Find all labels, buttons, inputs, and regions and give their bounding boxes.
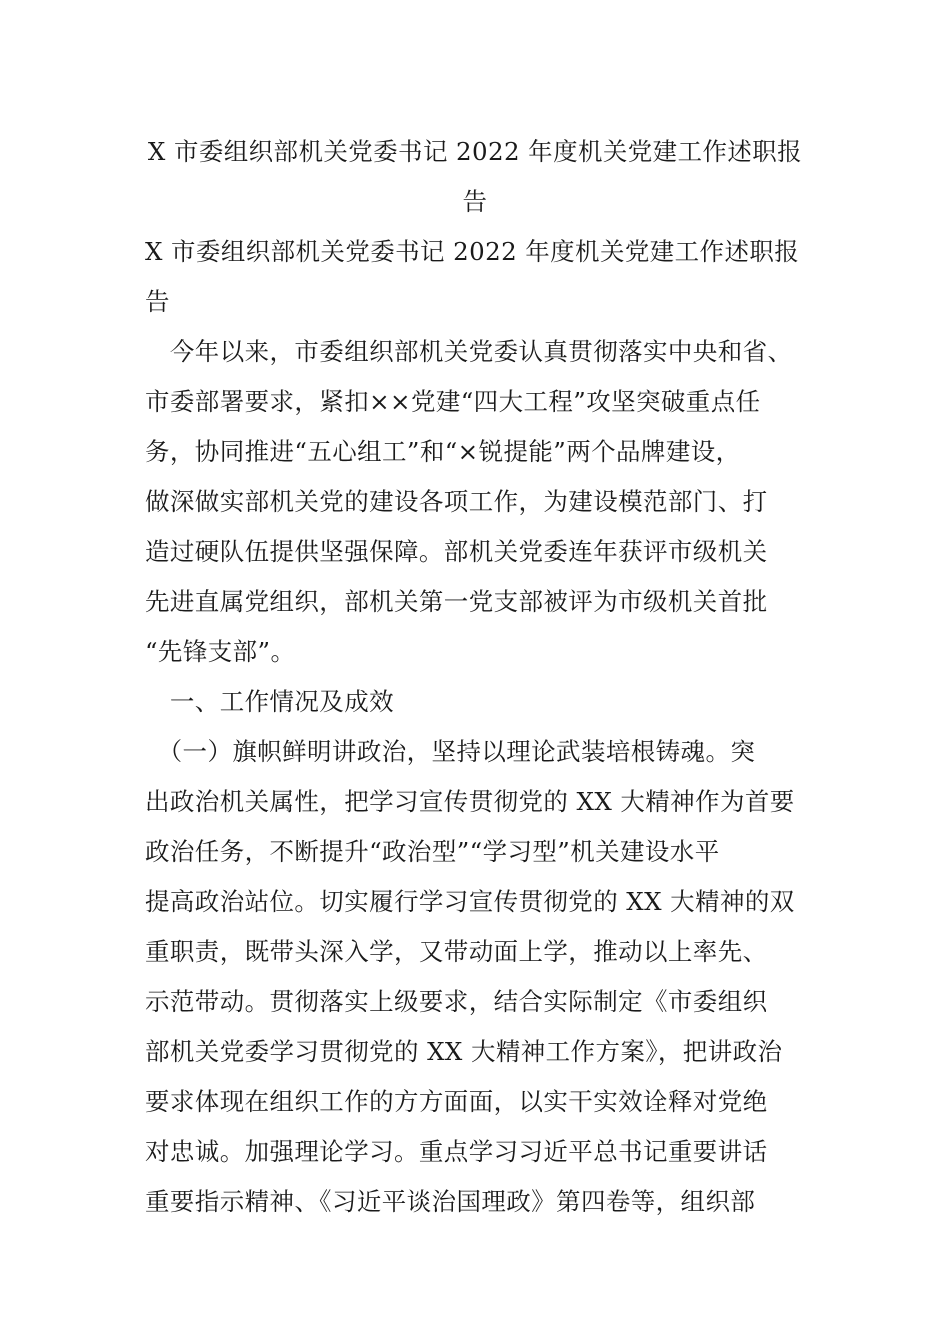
body-line: 重要指示精神、《习近平谈治国理政》第四卷等，组织部 bbox=[145, 1187, 756, 1216]
body-line: 要求体现在组织工作的方方面面，以实干实效诠释对党绝 bbox=[145, 1087, 768, 1116]
body-line: “先锋支部”。 bbox=[145, 637, 296, 666]
body-line: 对忠诚。加强理论学习。重点学习习近平总书记重要讲话 bbox=[145, 1137, 768, 1166]
body-line: 今年以来，市委组织部机关党委认真贯彻落实中央和省、 bbox=[145, 337, 793, 366]
body-line: 部机关党委学习贯彻党的 XX 大精神工作方案》，把讲政治 bbox=[145, 1037, 783, 1066]
body-line: 先进直属党组织，部机关第一党支部被评为市级机关首批 bbox=[145, 587, 768, 616]
body-line: 造过硬队伍提供坚强保障。部机关党委连年获评市级机关 bbox=[145, 537, 768, 566]
body-line: 政治任务，不断提升“政治型”“学习型”机关建设水平 bbox=[145, 837, 720, 866]
body-line: 示范带动。贯彻落实上级要求，结合实际制定《市委组织 bbox=[145, 987, 768, 1016]
document-title-line-2: 告 bbox=[462, 187, 488, 216]
section-heading: 一、工作情况及成效 bbox=[145, 687, 394, 716]
document-title-line-1: X 市委组织部机关党委书记 2022 年度机关党建工作述职报 bbox=[147, 137, 803, 166]
repeated-title-line-2: 告 bbox=[145, 287, 170, 316]
body-line: 市委部署要求，紧扣××党建“四大工程”攻坚突破重点任 bbox=[145, 387, 761, 416]
body-line: 做深做实部机关党的建设各项工作，为建设模范部门、打 bbox=[145, 487, 768, 516]
body-line: 务，协同推进“五心组工”和“×锐提能”两个品牌建设， bbox=[145, 437, 741, 466]
body-line: 出政治机关属性，把学习宣传贯彻党的 XX 大精神作为首要 bbox=[145, 787, 795, 816]
body-line: 提高政治站位。切实履行学习宣传贯彻党的 XX 大精神的双 bbox=[145, 887, 795, 916]
body-line: （一）旗帜鲜明讲政治，坚持以理论武装培根铸魂。突 bbox=[145, 737, 756, 766]
repeated-title-line-1: X 市委组织部机关党委书记 2022 年度机关党建工作述职报 bbox=[145, 237, 800, 266]
body-line: 重职责，既带头深入学，又带动面上学，推动以上率先、 bbox=[145, 937, 768, 966]
